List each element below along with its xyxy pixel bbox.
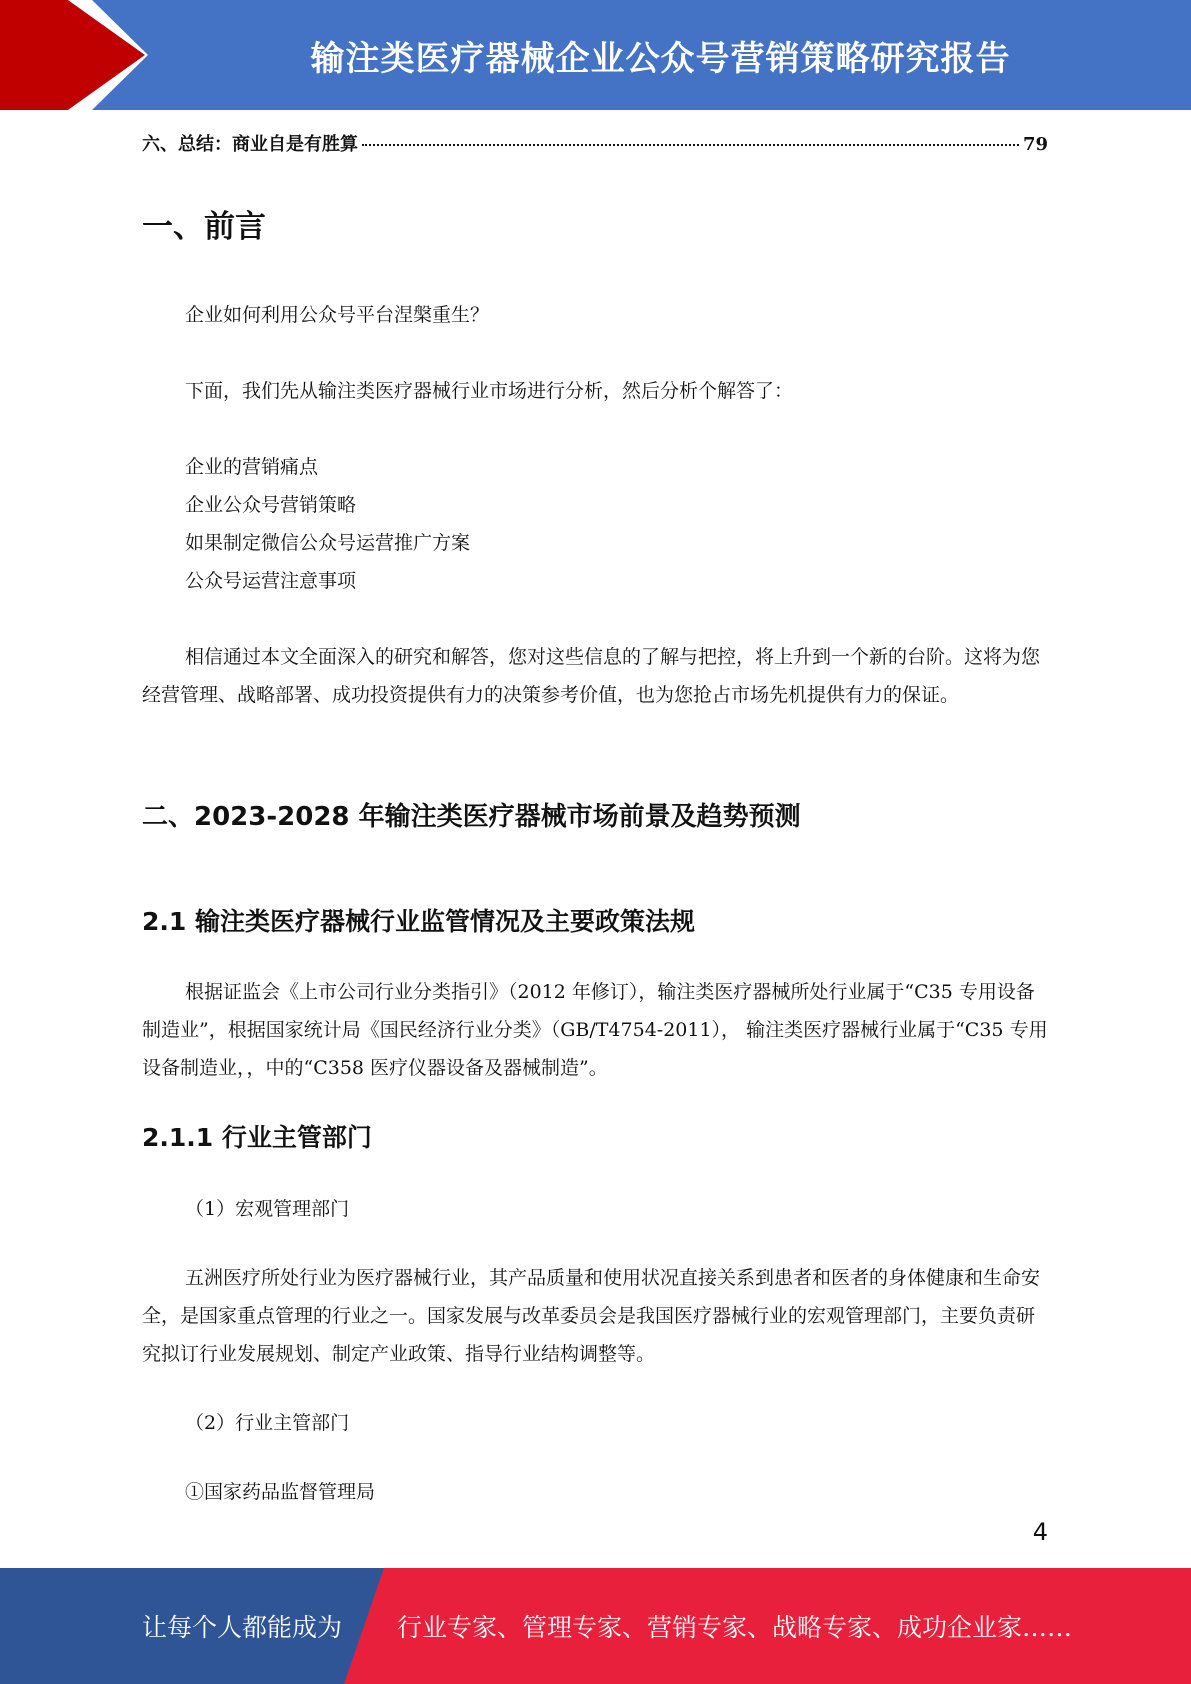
page-header <box>0 0 1191 110</box>
item-sub-label: ①国家药品监督管理局 <box>185 1481 376 1503</box>
item-label: （1）宏观管理部门 <box>185 1198 350 1220</box>
section-preface-heading <box>142 201 1048 246</box>
paragraph: 企业如何利用公众号平台涅槃重生？ <box>185 304 490 326</box>
industry-dept-label-block <box>142 1404 1048 1442</box>
macro-dept-para-block <box>142 1259 1048 1373</box>
macro-dept-label-block <box>142 1190 1048 1228</box>
list-item: 如果制定微信公众号运营推广方案 <box>185 532 471 554</box>
item-label: （2）行业主管部门 <box>185 1412 350 1434</box>
preface-intro-block <box>142 372 1048 410</box>
preface-question-block <box>142 296 1048 334</box>
subsubsection-heading-block <box>142 1118 1048 1154</box>
section-heading: 二、2023-2028 年输注类医疗器械市场前景及趋势预测 <box>142 802 801 832</box>
toc-entry-label: 六、总结：商业自是有胜算 <box>142 134 358 155</box>
list-item: 企业的营销痛点 <box>185 456 319 478</box>
footer-slogan-right: 行业专家、管理专家、营销专家、战略专家、成功企业家…… <box>397 1613 1073 1642</box>
footer-slogan-left: 让每个人都能成为 <box>142 1613 343 1642</box>
toc-entry-page: 79 <box>1022 134 1048 155</box>
list-item: 企业公众号营销策略 <box>185 494 357 516</box>
section-heading: 一、前言 <box>142 209 266 245</box>
page-footer <box>0 1568 1191 1684</box>
section-forecast-heading <box>142 796 1048 833</box>
paragraph: 五洲医疗所处行业为医疗器械行业，其产品质量和使用状况直接关系到患者和医者的身体健康和生命安全，是国家重点管理的行业之一。国家发展与改革委员会是我国医疗器械行业的宏观管理部门，主要负责研究拟订行业发展规划、制定产业政策、指导行业结构调整等。 <box>142 1267 1041 1365</box>
page-number: 4 <box>1032 1518 1048 1546</box>
report-title: 输注类医疗器械企业公众号营销策略研究报告 <box>310 38 1011 79</box>
list-item: 公众号运营注意事项 <box>185 570 357 592</box>
subsection-para-block <box>142 973 1048 1087</box>
subsection-heading-block <box>142 902 1048 938</box>
subsection-heading: 2.1 输注类医疗器械行业监管情况及主要政策法规 <box>142 907 695 936</box>
preface-closing-block <box>142 638 1048 714</box>
toc-dot-leader <box>362 144 1019 146</box>
nmpa-label-block <box>142 1473 1048 1511</box>
toc-entry[interactable] <box>142 130 1048 156</box>
paragraph: 下面，我们先从输注类医疗器械行业市场进行分析，然后分析个解答了： <box>185 380 794 402</box>
paragraph: 相信通过本文全面深入的研究和解答，您对这些信息的了解与把控，将上升到一个新的台阶。这将为您经营管理、战略部署、成功投资提供有力的决策参考价值，也为您抢占市场先机提供有力的保证。 <box>142 646 1041 706</box>
paragraph: 根据证监会《上市公司行业分类指引》（2012 年修订），输注类医疗器械所处行业属于“C35 专用设备制造业”，根据国家统计局《国民经济行业分类》（GB/T4754-2011）， 输注类医疗器械行业属于“C35 专用设备制造业，，中的“C358 医疗仪器设备及器械制造”。 <box>142 981 1048 1079</box>
preface-list <box>142 448 1048 600</box>
subsubsection-heading: 2.1.1 行业主管部门 <box>142 1123 372 1152</box>
